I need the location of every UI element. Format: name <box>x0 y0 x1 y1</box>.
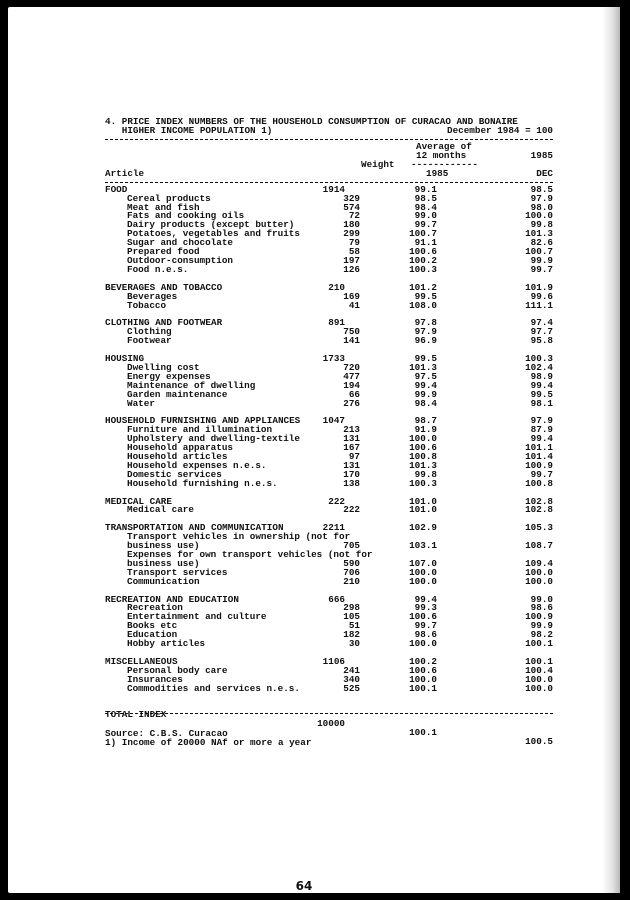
item-average: 100.6 <box>409 246 437 258</box>
item-average: 98.6 <box>414 629 437 641</box>
item-weight: 58 <box>348 246 360 258</box>
item-average: 100.1 <box>409 682 437 694</box>
table-title-line1: 4. PRICE INDEX NUMBERS OF THE HOUSEHOLD CONSUMPTION OF CURACAO AND BONAIRE <box>105 116 518 127</box>
item-average: 99.9 <box>414 388 437 400</box>
item-average: 99.3 <box>414 602 437 614</box>
item-label: Insurances <box>127 673 183 685</box>
item-label: Cereal products <box>127 192 211 204</box>
category-december: 99.0 <box>530 593 553 605</box>
item-row <box>105 682 553 694</box>
item-december: 99.9 <box>530 620 553 632</box>
item-december: 100.8 <box>525 477 553 489</box>
item-december: 100.0 <box>525 673 553 685</box>
item-weight: 477 <box>343 370 360 382</box>
item-december: 98.9 <box>530 370 553 382</box>
item-weight: 706 <box>343 566 360 578</box>
item-label: Medical care <box>127 504 194 516</box>
item-label: Upholstery and dwelling-textile <box>127 433 300 445</box>
category-weight: 1047 <box>322 415 345 427</box>
category-label: MISCELLANEOUS <box>105 655 178 667</box>
item-label: Communication <box>127 575 200 587</box>
item-label: Recreation <box>127 602 183 614</box>
category-december: 97.4 <box>530 317 553 329</box>
item-december: 100.9 <box>525 459 553 471</box>
table-body <box>105 183 553 694</box>
item-label: Dwelling cost <box>127 361 200 373</box>
item-december: 99.6 <box>530 290 553 302</box>
item-average: 100.6 <box>409 611 437 623</box>
item-label: Outdoor-consumption <box>127 254 234 266</box>
item-weight: 574 <box>343 201 360 213</box>
item-label: Meat and fish <box>127 201 200 213</box>
item-label: Dairy products (except butter) <box>127 219 295 231</box>
item-label: Tobacco <box>127 299 167 311</box>
category-average: 101.2 <box>409 281 437 293</box>
total-december: 100.5 <box>525 736 553 748</box>
item-december: 99.4 <box>530 379 553 391</box>
category-average: 102.9 <box>409 522 437 534</box>
item-weight: 105 <box>343 611 360 623</box>
item-average: 91.1 <box>414 237 437 249</box>
item-december: 99.4 <box>530 433 553 445</box>
item-row <box>105 477 553 489</box>
category-label: TRANSPORTATION AND COMMUNICATION <box>105 522 284 534</box>
category-weight: 666 <box>328 593 345 605</box>
item-weight: 169 <box>343 290 360 302</box>
item-label: Domestic services <box>127 468 222 480</box>
item-weight: 51 <box>348 620 360 632</box>
header-dec-year: 1985 <box>530 149 553 161</box>
item-label: Footwear <box>127 335 172 347</box>
item-row <box>105 640 553 649</box>
header-article: Article <box>105 167 145 179</box>
item-label: Household apparatus <box>127 442 234 454</box>
item-december: 101.3 <box>525 228 553 240</box>
item-december: 100.0 <box>525 682 553 694</box>
item-weight: 141 <box>343 335 360 347</box>
item-label: Potatoes, vegetables and fruits <box>127 228 300 240</box>
item-weight: 97 <box>348 450 360 462</box>
item-weight: 299 <box>343 228 360 240</box>
item-average: 101.3 <box>409 361 437 373</box>
item-label: Clothing <box>127 326 172 338</box>
item-label: Household expenses n.e.s. <box>127 459 267 471</box>
item-december: 98.2 <box>530 629 553 641</box>
item-average: 108.0 <box>409 299 437 311</box>
item-average: 100.8 <box>409 450 437 462</box>
header-average-line1: Average of <box>416 140 472 152</box>
page-number: 64 <box>295 879 313 893</box>
item-average: 100.2 <box>409 254 437 266</box>
item-december: 98.1 <box>530 397 553 409</box>
item-weight: 276 <box>343 397 360 409</box>
item-december: 99.7 <box>530 263 553 275</box>
category-label: FOOD <box>105 183 128 195</box>
item-weight: 750 <box>343 326 360 338</box>
page-edge-shadow <box>602 7 620 893</box>
item-average: 97.5 <box>414 370 437 382</box>
category-weight: 210 <box>328 281 345 293</box>
category-december: 97.9 <box>530 415 553 427</box>
category-average: 101.0 <box>409 495 437 507</box>
item-label: Prepared food <box>127 246 200 258</box>
item-average: 99.0 <box>414 210 437 222</box>
header-dec-label: DEC <box>536 167 553 179</box>
category-label: HOUSEHOLD FURNISHING AND APPLIANCES <box>105 415 301 427</box>
item-label: Transport services <box>127 566 228 578</box>
category-weight: 2211 <box>322 522 345 534</box>
category-december: 105.3 <box>525 522 553 534</box>
item-label-continuation: business use) <box>127 557 200 569</box>
item-december: 98.0 <box>530 201 553 213</box>
item-december: 82.6 <box>530 237 553 249</box>
item-weight: 197 <box>343 254 360 266</box>
header-average-line2: 12 months <box>416 149 467 161</box>
category-december: 101.9 <box>525 281 553 293</box>
item-average: 100.0 <box>409 433 437 445</box>
item-label: Hobby articles <box>127 638 206 649</box>
item-average: 100.6 <box>409 442 437 454</box>
item-december: 101.4 <box>525 450 553 462</box>
item-december: 100.1 <box>525 638 553 649</box>
item-label: Transport vehicles in ownership (not for <box>127 531 351 543</box>
category-average: 97.8 <box>414 317 437 329</box>
item-weight: 194 <box>343 379 360 391</box>
item-weight: 138 <box>343 477 360 489</box>
category-average: 99.5 <box>414 353 437 365</box>
item-weight: 131 <box>343 459 360 471</box>
item-row <box>105 337 553 346</box>
item-label-continuation: business use) <box>127 540 200 552</box>
price-index-table <box>105 118 553 748</box>
item-row <box>105 328 553 337</box>
item-row <box>105 506 553 515</box>
item-average: 100.3 <box>409 263 437 275</box>
item-label: Beverages <box>127 290 178 302</box>
category-label: BEVERAGES AND TOBACCO <box>105 281 223 293</box>
item-december: 99.7 <box>530 468 553 480</box>
category-weight: 891 <box>328 317 345 329</box>
item-label: Furniture and illumination <box>127 424 273 436</box>
category-december: 100.3 <box>525 353 553 365</box>
header-weight: Weight <box>361 158 395 170</box>
category-weight: 1733 <box>322 353 345 365</box>
category-label: CLOTHING AND FOOTWEAR <box>105 317 223 329</box>
item-december: 98.6 <box>530 602 553 614</box>
item-label: Household articles <box>127 450 228 462</box>
source-note: Source: C.B.S. Curacao <box>105 728 228 740</box>
item-weight: 182 <box>343 629 360 641</box>
item-weight: 210 <box>343 575 360 587</box>
item-average: 99.5 <box>414 290 437 302</box>
item-december: 100.9 <box>525 611 553 623</box>
item-weight: 79 <box>348 237 360 249</box>
category-average: 99.1 <box>414 183 437 195</box>
category-average: 100.2 <box>409 655 437 667</box>
item-december: 111.1 <box>525 299 553 311</box>
item-december: 97.7 <box>530 326 553 338</box>
item-december: 97.9 <box>530 192 553 204</box>
item-average: 96.9 <box>414 335 437 347</box>
table-title-line2: HIGHER INCOME POPULATION 1) <box>105 124 273 136</box>
item-weight: 66 <box>348 388 360 400</box>
item-average: 99.7 <box>414 620 437 632</box>
item-december: 99.5 <box>530 388 553 400</box>
item-weight: 720 <box>343 361 360 373</box>
item-row <box>105 263 553 275</box>
item-december: 99.9 <box>530 254 553 266</box>
item-december: 101.1 <box>525 442 553 454</box>
item-weight: 131 <box>343 433 360 445</box>
item-average: 100.0 <box>409 638 437 649</box>
header-average-year: 1985 <box>426 167 449 179</box>
divider <box>105 713 553 714</box>
item-average: 98.4 <box>414 397 437 409</box>
item-december: 99.8 <box>530 219 553 231</box>
item-average: 99.7 <box>414 219 437 231</box>
total-weight: 10000 <box>317 718 345 730</box>
item-average: 100.0 <box>409 673 437 685</box>
item-label: Books etc <box>127 620 178 632</box>
item-label: Personal body care <box>127 664 228 676</box>
header-average-underline: ------------ <box>411 158 478 170</box>
item-average: 100.6 <box>409 664 437 676</box>
item-average: 97.9 <box>414 326 437 338</box>
item-label: Entertainment and culture <box>127 611 267 623</box>
item-label: Energy expenses <box>127 370 211 382</box>
item-weight: 170 <box>343 468 360 480</box>
item-row <box>105 290 553 302</box>
item-row <box>105 397 553 409</box>
category-weight: 1106 <box>322 655 345 667</box>
divider <box>105 182 553 183</box>
item-label: Maintenance of dwelling <box>127 379 256 391</box>
divider <box>105 139 553 140</box>
item-average: 103.1 <box>409 540 437 552</box>
item-december: 87.9 <box>530 424 553 436</box>
item-december: 100.0 <box>525 575 553 587</box>
item-average: 107.0 <box>409 557 437 569</box>
category-label: MEDICAL CARE <box>105 495 172 507</box>
item-average: 98.5 <box>414 192 437 204</box>
item-weight: 126 <box>343 263 360 275</box>
item-label: Education <box>127 629 178 641</box>
item-label: Fats and cooking oils <box>127 210 245 222</box>
item-average: 99.4 <box>414 379 437 391</box>
scanned-page <box>8 7 620 893</box>
item-average: 91.9 <box>414 424 437 436</box>
category-weight: 1914 <box>322 183 345 195</box>
item-weight: 241 <box>343 664 360 676</box>
category-average: 99.4 <box>414 593 437 605</box>
item-average: 99.8 <box>414 468 437 480</box>
category-december: 100.1 <box>525 655 553 667</box>
item-weight: 340 <box>343 673 360 685</box>
category-weight: 222 <box>328 495 345 507</box>
item-december: 100.4 <box>525 664 553 676</box>
category-average: 98.7 <box>414 415 437 427</box>
item-december: 100.0 <box>525 566 553 578</box>
item-label: Sugar and chocolate <box>127 237 234 249</box>
item-weight: 213 <box>343 424 360 436</box>
item-december: 100.0 <box>525 210 553 222</box>
item-december: 102.4 <box>525 361 553 373</box>
item-row <box>105 388 553 400</box>
base-period: December 1984 = 100 <box>446 124 553 136</box>
category-december: 98.5 <box>530 183 553 195</box>
item-label: Household furnishing n.e.s. <box>127 477 278 489</box>
item-label: Commodities and services n.e.s. <box>127 682 300 694</box>
item-december: 95.8 <box>530 335 553 347</box>
item-label: Food n.e.s. <box>127 263 189 275</box>
item-december: 102.8 <box>525 504 553 516</box>
item-weight: 329 <box>343 192 360 204</box>
total-label: TOTAL INDEX <box>105 709 167 721</box>
item-label: Expenses for own transport vehicles (not for <box>127 548 373 560</box>
item-average: 100.7 <box>409 228 437 240</box>
item-weight: 167 <box>343 442 360 454</box>
item-label: Garden maintenance <box>127 388 228 400</box>
item-weight: 72 <box>348 210 360 222</box>
item-weight: 30 <box>348 638 360 649</box>
item-weight: 222 <box>343 504 360 516</box>
item-weight: 298 <box>343 602 360 614</box>
item-label: Water <box>127 397 155 409</box>
item-december: 100.7 <box>525 246 553 258</box>
item-december: 109.4 <box>525 557 553 569</box>
item-december: 108.7 <box>525 540 553 552</box>
category-december: 102.8 <box>525 495 553 507</box>
table-header <box>105 140 553 179</box>
item-row <box>105 575 553 587</box>
item-weight: 590 <box>343 557 360 569</box>
item-average: 100.0 <box>409 575 437 587</box>
item-weight: 180 <box>343 219 360 231</box>
item-weight: 41 <box>348 299 360 311</box>
item-weight: 525 <box>343 682 360 694</box>
item-row <box>105 299 553 311</box>
item-weight: 705 <box>343 540 360 552</box>
item-average: 100.0 <box>409 566 437 578</box>
total-average: 100.1 <box>409 727 437 739</box>
item-average: 100.3 <box>409 477 437 489</box>
item-average: 101.3 <box>409 459 437 471</box>
category-label: RECREATION AND EDUCATION <box>105 593 239 605</box>
category-label: HOUSING <box>105 353 145 365</box>
item-average: 98.4 <box>414 201 437 213</box>
item-average: 101.0 <box>409 504 437 516</box>
footnote: 1) Income of 20000 NAf or more a year <box>105 737 312 749</box>
category-row <box>105 319 553 328</box>
